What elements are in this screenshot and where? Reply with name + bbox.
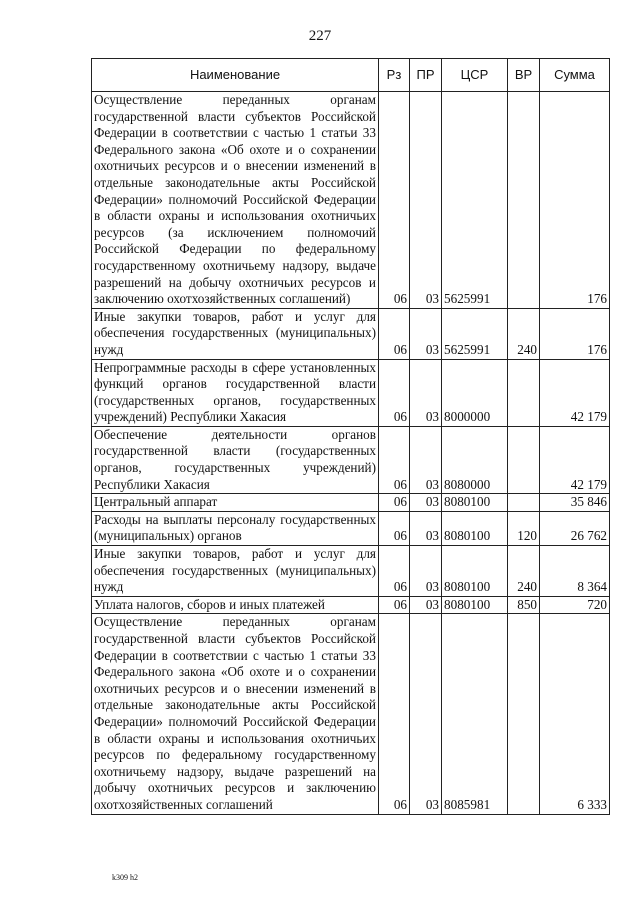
row-csr: 8080100	[442, 511, 508, 545]
row-csr: 8080100	[442, 494, 508, 512]
row-csr: 8080000	[442, 426, 508, 493]
row-rz: 06	[379, 614, 410, 814]
row-rz: 06	[379, 596, 410, 614]
row-pr: 03	[410, 426, 442, 493]
row-sum: 26 762	[540, 511, 610, 545]
row-csr: 5625991	[442, 308, 508, 359]
row-name: Иные закупки товаров, работ и услуг для обеспечения государственных (муниципальных) нужд	[92, 546, 379, 597]
row-vr	[508, 359, 540, 426]
row-pr: 03	[410, 494, 442, 512]
page-number: 227	[308, 28, 332, 44]
row-vr	[508, 92, 540, 309]
row-name: Иные закупки товаров, работ и услуг для обеспечения государственных (муниципальных) нужд	[92, 308, 379, 359]
row-rz: 06	[379, 494, 410, 512]
row-rz: 06	[379, 92, 410, 309]
header-vr: ВР	[508, 59, 540, 92]
header-rz: Рз	[379, 59, 410, 92]
row-sum: 42 179	[540, 426, 610, 493]
table-row	[92, 614, 610, 814]
row-csr: 8080100	[442, 546, 508, 597]
row-name: Осуществление переданных органам государственной власти субъектов Российской Федерации в соответствии с частью 1 статьи 33 Федерального закона «Об охоте и о сохранении охотничьих ресурсов и о внесении изменений в отдельные законодательные акты Российской Федерации» полномочий Российской Федерации в области охраны и использования охотничьих ресурсов по федеральному государственному охотничьему надзору, выдаче разрешений на добычу охотничьих ресурсов и заключению охотхозяйственных соглашений	[92, 614, 379, 814]
row-sum: 176	[540, 92, 610, 309]
table-row	[92, 494, 610, 512]
table-row	[92, 92, 610, 309]
row-csr: 5625991	[442, 92, 508, 309]
row-vr: 850	[508, 596, 540, 614]
row-sum: 35 846	[540, 494, 610, 512]
row-name: Осуществление переданных органам государственной власти субъектов Российской Федерации в соответствии с частью 1 статьи 33 Федерального закона «Об охоте и о сохранении охотничьих ресурсов и о внесении изменений в отдельные законодательные акты Российской Федерации» полномочий Российской Федерации в области охраны и использования охотничьих ресурсов (за исключением полномочий Российской Федерации по федеральному государственному охотничьему надзору, выдаче разрешений на добычу охотничьих ресурсов и заключению охотхозяйственных соглашений)	[92, 92, 379, 309]
budget-table	[91, 58, 610, 815]
header-csr: ЦСР	[442, 59, 508, 92]
row-vr: 120	[508, 511, 540, 545]
row-vr	[508, 494, 540, 512]
row-sum: 720	[540, 596, 610, 614]
table-row	[92, 546, 610, 597]
table-row	[92, 426, 610, 493]
row-vr: 240	[508, 546, 540, 597]
row-sum: 42 179	[540, 359, 610, 426]
row-rz: 06	[379, 546, 410, 597]
row-pr: 03	[410, 308, 442, 359]
row-name: Уплата налогов, сборов и иных платежей	[92, 596, 379, 614]
row-rz: 06	[379, 308, 410, 359]
row-csr: 8080100	[442, 596, 508, 614]
table-row	[92, 596, 610, 614]
row-name: Расходы на выплаты персоналу государственных (муниципальных) органов	[92, 511, 379, 545]
row-sum: 6 333	[540, 614, 610, 814]
header-name: Наименование	[92, 59, 379, 92]
row-csr: 8000000	[442, 359, 508, 426]
row-pr: 03	[410, 92, 442, 309]
table-row	[92, 511, 610, 545]
row-rz: 06	[379, 359, 410, 426]
table-row	[92, 308, 610, 359]
row-vr: 240	[508, 308, 540, 359]
table-header-row	[92, 59, 610, 92]
table-row	[92, 359, 610, 426]
row-pr: 03	[410, 596, 442, 614]
footer-code: k309 h2	[112, 873, 138, 882]
row-name: Обеспечение деятельности органов государственной власти (государственных органов, государственных учреждений) Республики Хакасия	[92, 426, 379, 493]
header-sum: Сумма	[540, 59, 610, 92]
row-sum: 8 364	[540, 546, 610, 597]
row-vr	[508, 426, 540, 493]
row-vr	[508, 614, 540, 814]
row-csr: 8085981	[442, 614, 508, 814]
header-pr: ПР	[410, 59, 442, 92]
row-pr: 03	[410, 511, 442, 545]
row-pr: 03	[410, 614, 442, 814]
row-rz: 06	[379, 426, 410, 493]
row-name: Непрограммные расходы в сфере установленных функций органов государственной власти (государственных органов, государственных учреждений) Республики Хакасия	[92, 359, 379, 426]
row-rz: 06	[379, 511, 410, 545]
row-sum: 176	[540, 308, 610, 359]
row-name: Центральный аппарат	[92, 494, 379, 512]
row-pr: 03	[410, 546, 442, 597]
row-pr: 03	[410, 359, 442, 426]
